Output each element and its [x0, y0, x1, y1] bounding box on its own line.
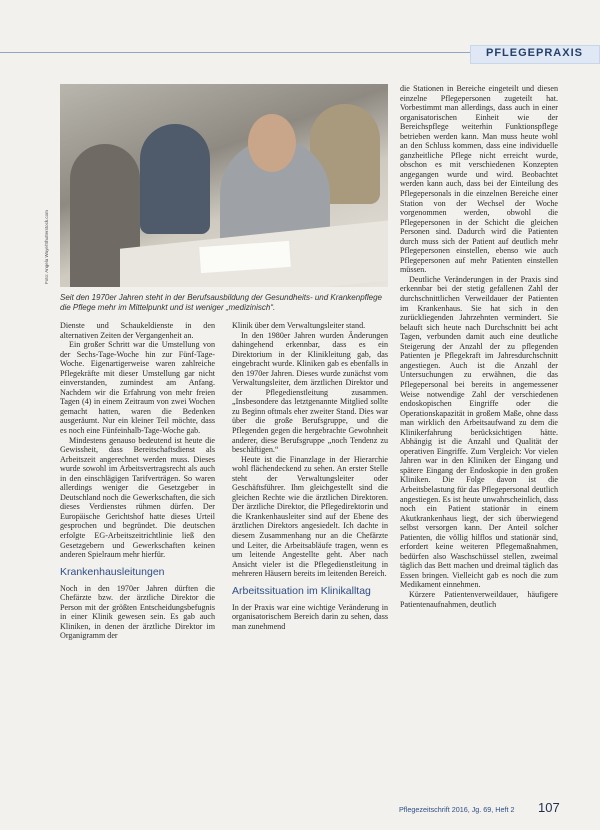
header-band — [0, 22, 600, 59]
paragraph: Mindestens genauso bedeutend ist heute die Gewissheit, dass Bereitschaftsdienst als Arbeitszeit angerechnet werden muss. Dieses wurde sowohl im Arbeitsvertragsrecht als auch in den einschlägigen Tarifverträgen. So waren allerdings weniger die Gesetzgeber in Deutschland noch die Gewerkschaften, die sich dieses Verdienstes rühmen dürfen. Der Europäische Gerichtshof hatte dieses Urteil gesprochen und begründet. Die deutschen erfolgte EG-Arbeitszeitrichtlinie ließ den Gesetzgebern und Gewerkschaften keinen anderen Spielraum mehr hierfür. — [60, 435, 215, 560]
paragraph: Noch in den 1970er Jahren dürften die Chefärzte bzw. der ärztliche Direktor die Person mit der größten Entscheidungsbefugnis in einer Klinik gewesen sein. Es gab auch Kliniken, in denen der ärztliche Direktor im Organigramm der — [60, 583, 215, 641]
photo-figure — [248, 114, 296, 172]
journal-citation: Pflegezeitschrift 2016, Jg. 69, Heft 2 — [399, 805, 515, 814]
subheading: Arbeitssituation im Klinikalltag — [232, 584, 371, 597]
paragraph: Kürzere Patientenverweildauer, häufigere Patientenaufnahmen, deutlich — [400, 589, 558, 609]
paragraph: Ein großer Schritt war die Umstellung von der Sechs-Tage-Woche hin zur Fünf-Tage-Woche. Eigenartigerweise waren zahlreiche Pflegekräfte mit dieser Umstellung gar nicht einverstanden, zumindest am Anfang. Nachdem wir die Erfahrung von mehr freien Tagen (4) in einem Zeitraum von zwei Wochen gemacht hatten, waren die Bedenken ausgeräumt. Nur ein kleiner Teil möchte, dass es noch eine Fünfeinhalb-Tage-Woche gab. — [60, 340, 215, 436]
text-column-1 — [60, 321, 215, 641]
paragraph: In der Praxis war eine wichtige Veränderung in organisatorischem Bereich darin zu sehen, dass man zunehmend — [232, 602, 388, 631]
text-column-2 — [232, 321, 388, 631]
paragraph: Deutliche Veränderungen in der Praxis sind erkennbar bei der stetig gefallenen Zahl der durchschnittlichen Verweildauer der Patienten im Krankenhaus. Sie hat sich in den zurückliegenden Jahrzehnten vermindert. Sie belauft sich heute nach Durchschnitt bei acht Tagen, verbunden damit auch eine deutliche Steigerung der Anzahl der zu pflegenden Patienten je Pflegekraft im Jahresdurchschnitt angestiegen. Auch ist die Anzahl der Untersuchungen zu erwähnen, die das Pflegepersonal bei bereits in angemessener Weise notwendige Zahl der verschiedenen endoskopischen Eingriffe oder die Operationskapazität in großem Maße, ohne dass man wirklich den Arbeitsaufwand zu dem die Klinikerfahrung berücksichtigen hätte. Abhängig ist die Anzahl und Qualität der operativen Eingriffe. Zum Vergleich: Vor vielen Jahren war in den Kliniken der Eingang und spätere Eingang der Endoskopie in den großen Kliniken. Die Folge davon ist die Arbeitsbelastung für das Pflegepersonal deutlich angestiegen. Es ist heute unwahrscheinlich, dass noch ein Patient stationär in einem Akutkrankenhaus liegt, der sich überwiegend selbst versorgen kann. Der Anteil solcher Patienten, die völlig hilflos und stationär sind, erfordert keine weiteren Pflegemaßnahmen, bedürfen also Waschschüssel stellen, zweimal täglich das Bett machen und dreimal täglich das Essen bringen. Vielleicht gab es noch die zum Medikament einnehmen. — [400, 274, 558, 590]
photo-credit: Foto: Angela Waye/Shutterstock.com — [44, 210, 49, 284]
header-rule — [0, 52, 470, 53]
paragraph: In den 1980er Jahren wurden Änderungen dahingehend erkennbar, dass es ein Direktorium in der Klinikleitung gab, das eingebracht wurde. Kliniken gab es ebenfalls in den 1970er Jahren. Dieses wurde zunächst vom Verwaltungsleiter, dem ärztlichen Direktor und der Pflegedienstleitung zusammen. „Insbesondere das letztgenannte Mitglied sollte zu Beginn oftmals eher zweiter Stand. Dies war über die große Berufsgruppe, und die Pflegenden gegen die hergebrachte Gewohnheit anderer, diese Berufsgruppe „noch Tendenz zu beschäftigen.“ — [232, 330, 388, 455]
section-title: PFLEGEPRAXIS — [486, 47, 583, 59]
paragraph: Klinik über dem Verwaltungsleiter stand. — [232, 321, 366, 330]
classroom-photo — [60, 84, 388, 287]
text-column-3 — [400, 84, 558, 609]
page-number: 107 — [538, 800, 560, 815]
photo-caption: Seit den 1970er Jahren steht in der Berufsausbildung der Gesundheits- und Krankenpflege die Pflege mehr im Mittelpunkt und ist weniger „medizinisch“. — [60, 293, 382, 312]
paragraph: Dienste und Schaukeldienste in den alternativen Zeiten der Vergangenheit an. — [60, 321, 215, 340]
subheading: Krankenhausleitungen — [60, 565, 165, 578]
paragraph: die Stationen in Bereiche eingeteilt und diesen einzelne Pflegepersonen zugeteilt hat. Vorbestimmt man allerdings, dass auch in einer organisatorischen Einheit wie der Bereichspflege weiterhin Funktionspflege betrieben werden kann. Man muss heute wohl an den Schluss kommen, dass eine individuelle ganzheitliche Pflege nicht erreicht wurde, obschon es mit verschiedenen Konzepten angegangen wurde und wird. Beobachtet werden kann auch, dass bei der Einteilung des Pflegepersonals in die einzelnen Bereiche einer Station von der Wechsel der Woche vorgenommen werden, obwohl die Pflegepersonen in der Schicht die gleichen Personen sind. Dadurch wird die Patienten durch muss sich der Patient auf deutlich mehr Pflegepersonen einstellen, ebenso wie auch Pflegepersonen auf mehr Patienten einstellen müssen. — [400, 84, 558, 275]
photo-figure — [140, 124, 210, 234]
paragraph: Heute ist die Finanzlage in der Hierarchie wohl flächendeckend zu sehen. An erster Stelle steht der Verwaltungsleiter oder Geschäftsführer. Ihm gleichgestellt sind die gleichen Rechte wie die ärztlichen Direktoren. Der ärztliche Direktor, die Pflegedirektorin und die Krankenhausleiter sind auf der Ebene des ärztlichen Direktors angesiedelt. Ich dachte in diesem Zusammenhang nur an die Chefärzte und Leiter, die Arbeitsabläufe tragen, wenn es um leitende Angestellte geht. Aber nach Ansicht vieler ist die Pflegedienstleitung in mehreren Häusern bereits im leitenden Bereich. — [232, 454, 388, 579]
